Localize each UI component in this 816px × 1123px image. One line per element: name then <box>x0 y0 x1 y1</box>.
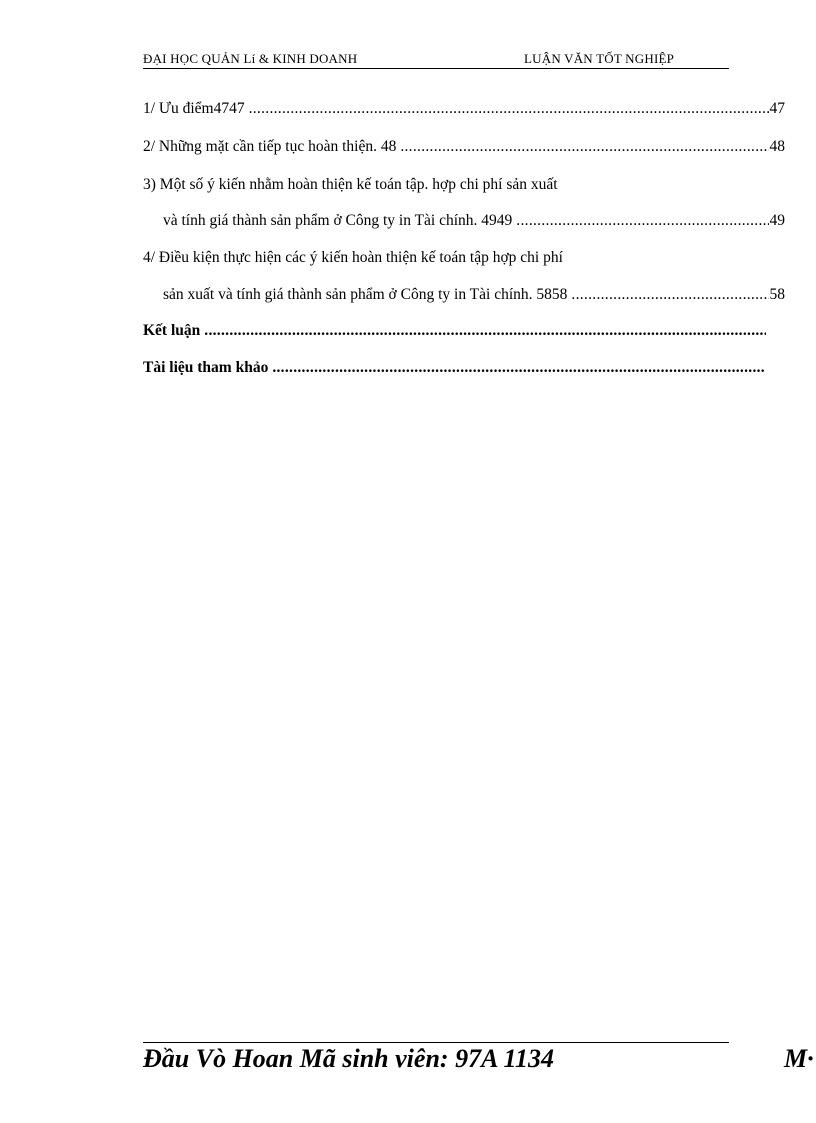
toc-entry-text: Kết luận <box>143 322 201 339</box>
header-university: ĐẠI HỌC QUẢN Lí & KINH DOANH <box>143 51 358 66</box>
toc-entry-text: sản xuất và tính giá thành sản phẩm ở Công ty in Tài chính. 5858 <box>163 286 568 303</box>
toc-page-number: 58 <box>769 286 785 303</box>
toc-entry-mot-so-y-kien-line1 <box>143 176 558 200</box>
toc-page-number: 48 <box>769 138 785 155</box>
toc-leader <box>400 138 768 156</box>
toc-entry-tai-lieu <box>143 359 766 383</box>
toc-entry-dieu-kien-line2 <box>163 286 785 310</box>
toc-entry-mot-so-y-kien-line2 <box>163 212 785 236</box>
toc-entry-text: và tính giá thành sản phẩm ở Công ty in Tài chính. 4949 <box>163 212 513 229</box>
toc-leader <box>516 212 768 230</box>
header-thesis-title: LUẬN VĂN TỐT NGHIỆP <box>524 51 675 66</box>
toc-entry-nhung-mat <box>143 138 785 162</box>
toc-entry-text: 1/ Ưu điểm4747 <box>143 100 245 117</box>
toc-entry-text: Tài liệu tham khảo <box>143 359 269 376</box>
toc-entry-dieu-kien-line1 <box>143 249 563 273</box>
toc-entry-text: 3) Một số ý kiến nhằm hoàn thiện kế toán tập. hợp chi phí sản xuất <box>143 176 558 193</box>
toc-leader <box>249 100 769 118</box>
toc-leader <box>272 359 765 377</box>
toc-page-number: 47 <box>769 100 785 117</box>
toc-entry-text: 2/ Những mặt cần tiếp tục hoàn thiện. 48 <box>143 138 397 155</box>
page-header <box>143 50 729 69</box>
toc-page-number: 49 <box>769 212 785 229</box>
footer-author-student-id: Đầu Vò Hoan Mã sinh viên: 97A 1134 <box>143 1044 555 1073</box>
page-footer <box>143 1044 816 1084</box>
toc-leader <box>204 322 766 340</box>
toc-leader <box>571 286 768 304</box>
footer-divider <box>143 1042 729 1043</box>
toc-entry-uu-diem <box>143 100 785 124</box>
footer-truncated-text: M· <box>784 1044 814 1073</box>
toc-entry-ket-luan <box>143 322 767 346</box>
toc-entry-text: 4/ Điều kiện thực hiện các ý kiến hoàn thiện kế toán tập hợp chi phí <box>143 249 563 266</box>
